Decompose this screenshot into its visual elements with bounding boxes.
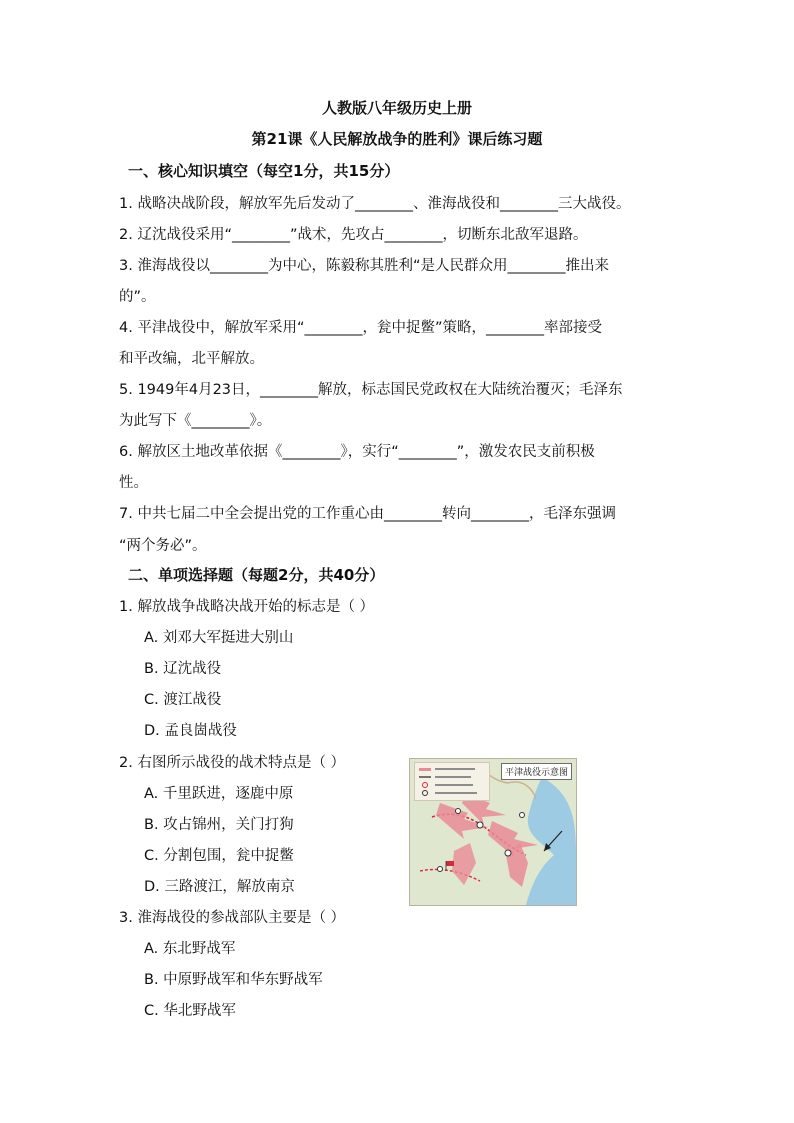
fill-blank-line: 5. 1949年4月23日，________解放，标志国民党政权在大陆统治覆灭；毛泽东	[119, 382, 623, 398]
city-marker	[438, 867, 443, 872]
legend-swatch-city	[423, 791, 428, 796]
question-stem: 1. 解放战争战略决战开始的标志是（ ）	[119, 599, 375, 615]
city-marker-beiping	[477, 822, 483, 828]
legend-symbols	[415, 763, 489, 800]
fill-blank-line: 2. 辽沈战役采用“________”战术，先攻占________，切断东北敌军退路。	[119, 227, 588, 243]
legend-text-line	[435, 776, 471, 778]
answer-option: A. 东北野战军	[144, 941, 236, 957]
fill-blank-line: 3. 淮海战役以________为中心，陈毅称其胜利“是人民群众用________推出来	[119, 258, 609, 274]
question-stem: 3. 淮海战役的参战部队主要是（ ）	[119, 910, 346, 926]
answer-option: D. 三路渡江，解放南京	[144, 879, 295, 895]
legend-text-line	[435, 768, 475, 770]
fill-blank-line: 4. 平津战役中，解放军采用“________，瓮中捉鳖”策略，________率部接受	[119, 320, 602, 336]
section-heading-multiple-choice: 二、单项选择题（每题2分，共40分）	[128, 566, 385, 584]
answer-option: D. 孟良崮战役	[144, 723, 237, 739]
fill-blank-line: 和平改编，北平解放。	[119, 351, 264, 367]
flag-marker	[446, 861, 454, 866]
answer-option: C. 分割包围，瓮中捉鳖	[144, 848, 294, 864]
section-heading-fill-blank: 一、核心知识填空（每空1分，共15分）	[128, 162, 400, 180]
legend-swatch-attack	[419, 768, 431, 771]
answer-option: B. 攻占锦州，关门打狗	[144, 817, 294, 833]
map-legend	[414, 762, 490, 801]
answer-option: C. 渡江战役	[144, 692, 222, 708]
answer-option: A. 千里跃进，逐鹿中原	[144, 786, 294, 802]
document-subtitle: 第21课《人民解放战争的胜利》课后练习题	[251, 130, 543, 148]
fill-blank-line: 为此写下《________》。	[119, 413, 272, 429]
city-marker-tianjin	[505, 850, 511, 856]
question-stem: 2. 右图所示战役的战术特点是（ ）	[119, 755, 346, 771]
city-marker	[456, 809, 461, 814]
bohai-sea-area	[526, 777, 576, 905]
attack-arrow	[452, 843, 476, 885]
fill-blank-line: 1. 战略决战阶段，解放军先后发动了________、淮海战役和________三大战役。	[119, 196, 631, 212]
fill-blank-line: 7. 中共七届二中全会提出党的工作重心由________转向________，毛泽东强调	[119, 506, 616, 522]
city-marker	[520, 813, 525, 818]
legend-swatch-city	[423, 783, 428, 788]
pingjin-campaign-map	[409, 758, 577, 906]
fill-blank-line: 6. 解放区土地改革依据《________》，实行“________”，激发农民支前积极	[119, 444, 595, 460]
fill-blank-line: 的”。	[119, 289, 156, 305]
fill-blank-line: 性。	[119, 475, 148, 491]
legend-text-line	[435, 784, 473, 786]
document-title: 人教版八年级历史上册	[321, 99, 472, 117]
answer-option: C. 华北野战军	[144, 1003, 236, 1019]
fill-blank-line: “两个务必”。	[119, 538, 207, 554]
legend-text-line	[435, 792, 477, 794]
answer-option: B. 中原野战军和华东野战军	[144, 972, 323, 988]
answer-option: B. 辽沈战役	[144, 661, 222, 677]
answer-option: A. 刘邓大军挺进大别山	[144, 630, 294, 646]
map-title: 平津战役示意图	[501, 763, 572, 780]
